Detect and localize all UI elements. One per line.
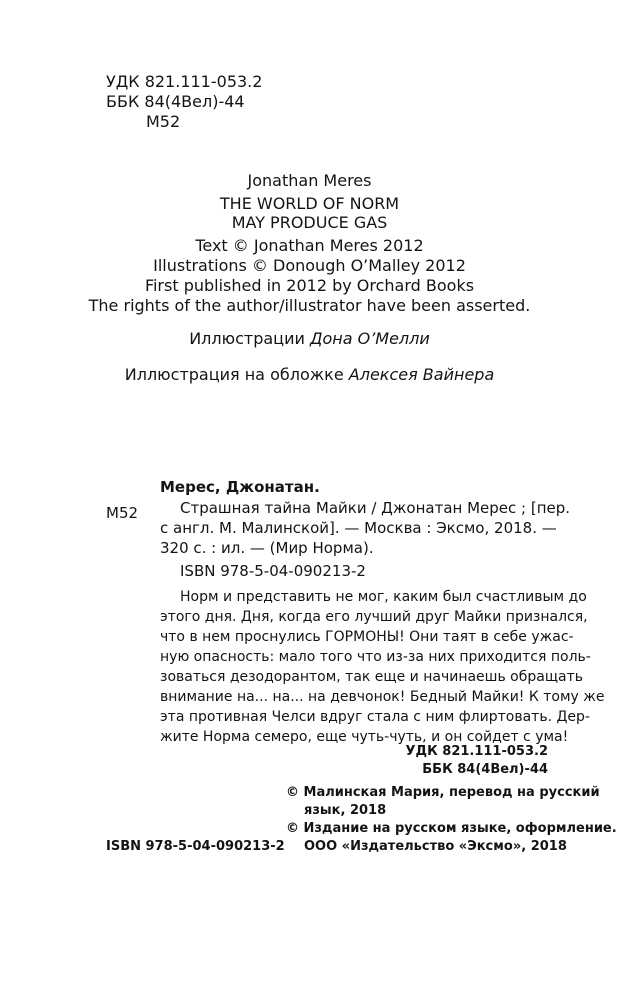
footer-isbn: ISBN 978-5-04-090213-2 (106, 839, 285, 854)
translation-copyright-line1: © Малинская Мария, перевод на русский (286, 785, 600, 800)
catalog-author-heading: Мерес, Джонатан. (160, 478, 320, 496)
cover-credit-label: Иллюстрация на обложке (124, 365, 344, 384)
first-published: First published in 2012 by Orchard Books (144, 276, 475, 295)
edition-copyright-line1: © Издание на русском языке, оформление. (286, 821, 617, 836)
bbk-code-top: ББК 84(4Вел)-44 (106, 92, 245, 111)
annotation-line: зоваться дезодорантом, так еще и начинаешь обращать (160, 669, 584, 685)
annotation-line: Норм и представить не мог, каким был счастливым до (180, 589, 587, 605)
edition-copyright-line2: ООО «Издательство «Эксмо», 2018 (304, 839, 567, 854)
description-line: Страшная тайна Майки / Джонатан Мерес ; [пер. (180, 499, 571, 517)
cover-illustration-credit (0, 365, 619, 385)
translation-copyright-line2: язык, 2018 (304, 803, 387, 818)
catalog-isbn: ISBN 978-5-04-090213-2 (180, 562, 366, 580)
original-title-line1: THE WORLD OF NORM (219, 194, 400, 213)
illustrations-credit (0, 329, 619, 349)
annotation-line: внимание на... на... на девчонок! Бедный Майки! К тому же (160, 689, 605, 705)
text-copyright: Text © Jonathan Meres 2012 (195, 236, 424, 255)
annotation (160, 587, 605, 747)
catalog-bbk: ББК 84(4Вел)-44 (422, 762, 548, 777)
annotation-line: что в нем проснулись ГОРМОНЫ! Они таят в себе ужас- (160, 629, 574, 645)
annotation-line: ную опасность: мало того что из-за них приходится поль- (160, 649, 591, 665)
description-line: 320 с. : ил. — (Мир Норма). (160, 539, 374, 557)
rights-statement: The rights of the author/illustrator have been asserted. (88, 296, 531, 315)
annotation-line: эта противная Челси вдруг стала с ним флиртовать. Дер- (160, 709, 590, 725)
catalog-author-mark: М52 (106, 504, 139, 522)
catalog-description (160, 498, 571, 558)
annotation-line: этого дня. Дня, когда его лучший друг Майки признался, (160, 609, 588, 625)
original-title-line2: MAY PRODUCE GAS (231, 213, 388, 232)
catalog-udk: УДК 821.111-053.2 (405, 744, 548, 759)
original-author: Jonathan Meres (247, 171, 372, 190)
udk-code-top: УДК 821.111-053.2 (106, 72, 263, 91)
illustrations-credit-name: Дона О’Мелли (309, 329, 430, 348)
illustrations-copyright: Illustrations © Donough O’Malley 2012 (153, 256, 466, 275)
illustrations-credit-label: Иллюстрации (189, 329, 305, 348)
author-mark-top: М52 (146, 112, 181, 131)
annotation-line: жите Норма семеро, еще чуть-чуть, и он сойдет с ума! (160, 729, 569, 745)
cover-credit-name: Алексея Вайнера (348, 365, 495, 384)
description-line: с англ. М. Малинской]. — Москва : Эксмо, 2018. — (160, 519, 557, 537)
